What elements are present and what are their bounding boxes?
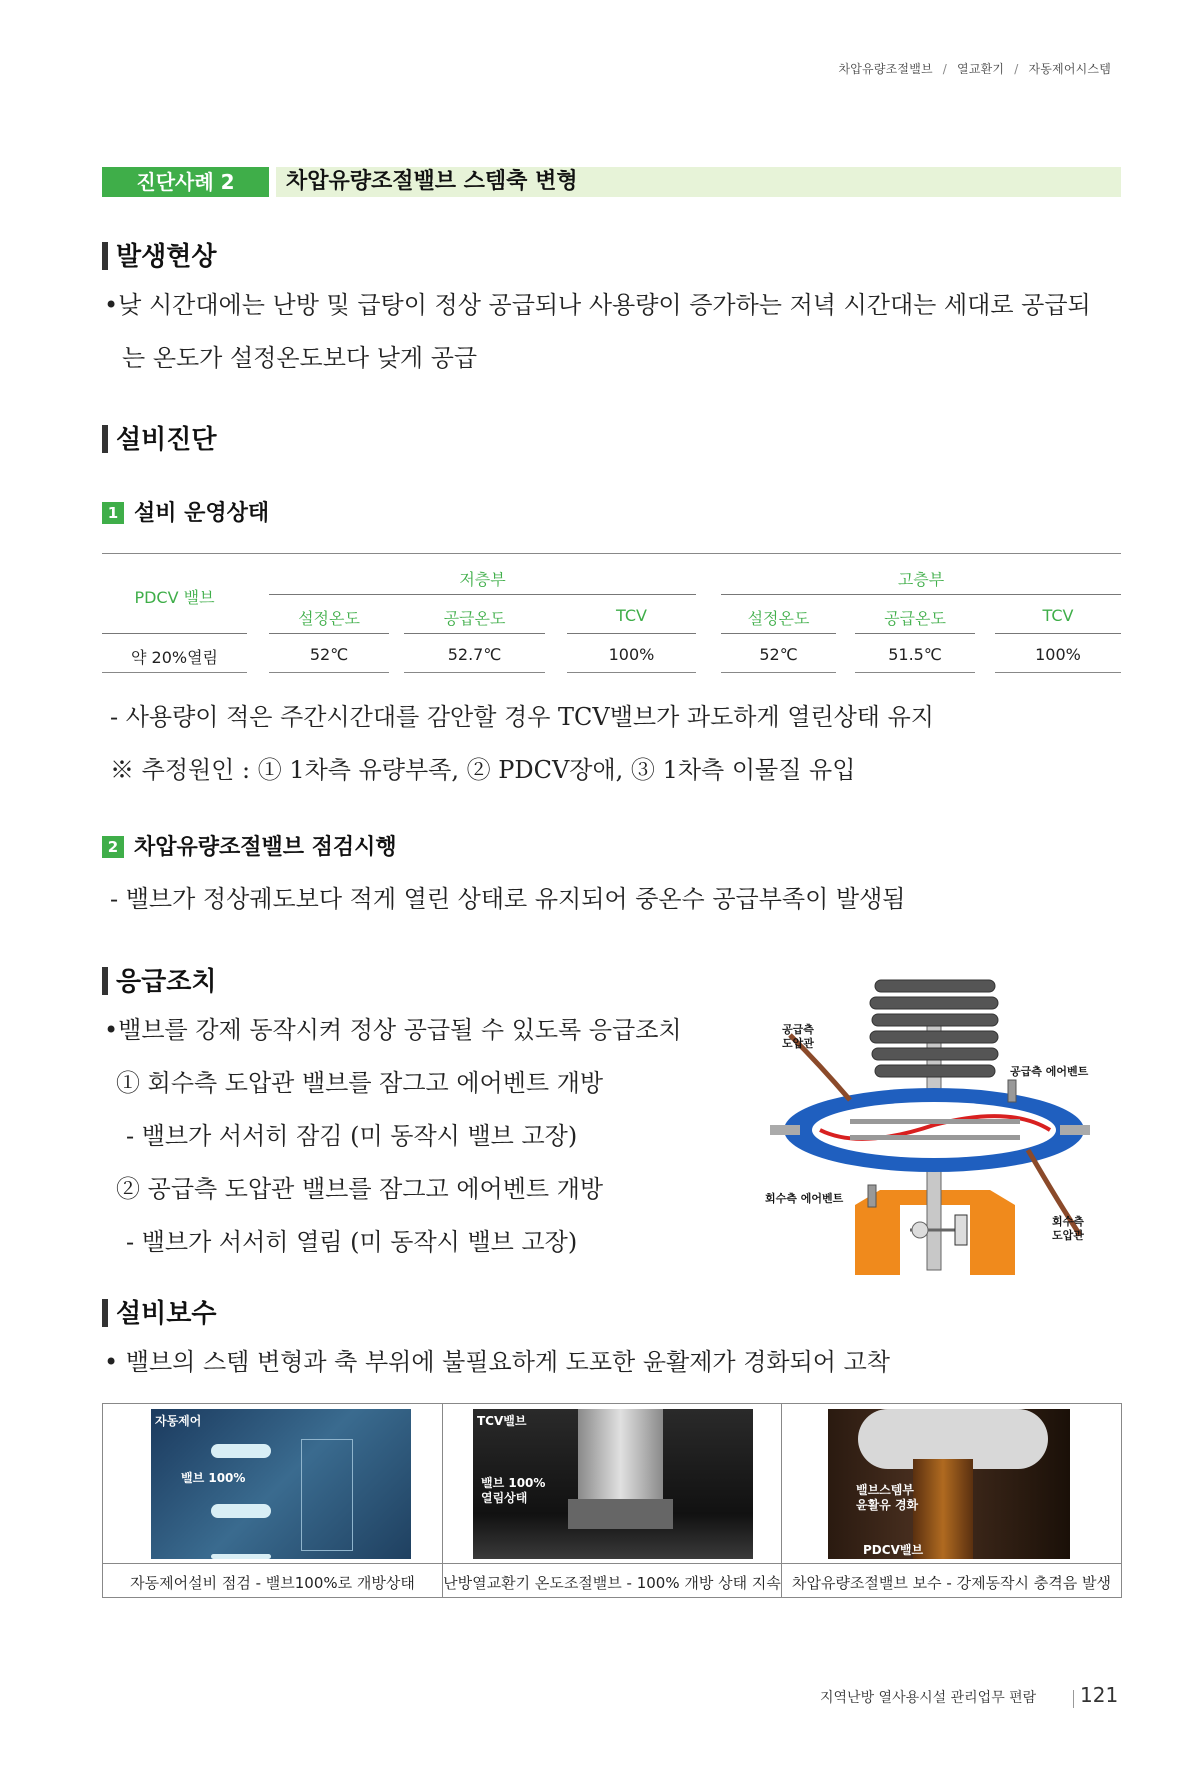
valve-diagram-svg xyxy=(760,975,1100,1275)
photo-label: PDCV밸브 xyxy=(863,1543,924,1557)
footer-divider xyxy=(1073,1690,1074,1708)
photo-label: 자동제어 xyxy=(155,1414,202,1428)
heading-bar xyxy=(102,1299,108,1327)
inspection-text: - 밸브가 정상궤도보다 적게 열린 상태로 유지되어 중온수 공급부족이 발생됨 xyxy=(110,885,906,913)
photo-caption: 난방열교환기 온도조절밸브 - 100% 개방 상태 지속 xyxy=(443,1574,781,1592)
section-heading-emergency xyxy=(102,965,216,999)
table-cell: 52.7℃ xyxy=(447,645,502,664)
emergency-line: - 밸브가 서서히 잠김 (미 동작시 밸브 고장) xyxy=(126,1122,578,1150)
heading-bar xyxy=(102,967,108,995)
breadcrumb: 차압유량조절밸브 / 열교환기 / 자동제어시스템 xyxy=(838,62,1111,76)
photo-label: TCV밸브 xyxy=(477,1414,527,1428)
table-column-header: 공급온도 xyxy=(884,609,946,628)
section-heading-diagnosis xyxy=(102,423,216,457)
section-heading-occurrence xyxy=(102,240,216,274)
breadcrumb-item[interactable]: 열교환기 xyxy=(957,62,1005,76)
photo-label: 밸브 100% xyxy=(181,1471,246,1485)
section-heading-text: 응급조치 xyxy=(116,967,217,997)
subheading-operation-status xyxy=(102,500,269,528)
table-cell: 100% xyxy=(608,645,655,664)
table-cell: 52℃ xyxy=(759,645,798,664)
table-cell: 51.5℃ xyxy=(888,645,942,664)
breadcrumb-item[interactable]: 차압유량조절밸브 xyxy=(838,62,933,76)
table-column-header: TCV xyxy=(1042,606,1074,625)
subheading-valve-inspection xyxy=(102,834,397,862)
diagnosis-note-2: ※ 추정원인 : ① 1차측 유량부족, ② PDCV장애, ③ 1차측 이물질 유입 xyxy=(110,756,856,784)
table-cell: 약 20%열림 xyxy=(130,648,219,667)
case-tag: 진단사례 2 xyxy=(102,167,269,197)
footer-title: 지역난방 열사용시설 관리업무 편람 xyxy=(820,1690,1037,1706)
photo-label: 윤활유 경화 xyxy=(856,1498,919,1512)
diagram-label-return-vent: 회수측 에어벤트 xyxy=(765,1192,844,1205)
diagram-label-supply-vent: 공급측 에어벤트 xyxy=(1010,1065,1089,1078)
photo-strip xyxy=(102,1403,1122,1598)
photo-caption: 차압유량조절밸브 보수 - 강제동작시 충격음 발생 xyxy=(791,1574,1112,1592)
section-heading-text: 설비진단 xyxy=(116,425,217,455)
valve-diagram xyxy=(760,975,1100,1275)
subheading-number: 1 xyxy=(102,502,124,524)
photo-caption: 자동제어설비 점검 - 밸브100%로 개방상태 xyxy=(130,1574,415,1592)
diagnosis-note-1: - 사용량이 적은 주간시간대를 감안할 경우 TCV밸브가 과도하게 열린상태 유지 xyxy=(110,703,934,731)
emergency-line: ① 회수측 도압관 밸브를 잠그고 에어벤트 개방 xyxy=(116,1069,604,1097)
heading-bar xyxy=(102,242,108,270)
emergency-line: ② 공급측 도압관 밸브를 잠그고 에어벤트 개방 xyxy=(116,1175,604,1203)
table-cell: 52℃ xyxy=(309,645,349,664)
table-cell: 100% xyxy=(1035,645,1081,664)
case-title: 차압유량조절밸브 스템축 변형 xyxy=(276,167,1121,197)
section-heading-text: 발생현상 xyxy=(116,242,217,272)
heading-bar xyxy=(102,425,108,453)
subheading-text: 설비 운영상태 xyxy=(134,501,270,526)
section-heading-repair xyxy=(102,1297,216,1331)
table-column-header: 설정온도 xyxy=(298,609,360,628)
occurrence-text-line2: 는 온도가 설정온도보다 낮게 공급 xyxy=(122,344,478,372)
photo-auto-control xyxy=(151,1409,411,1559)
photo-label: 밸브스템부 xyxy=(856,1483,914,1497)
diagram-label-return-pipe: 도압관 xyxy=(1052,1229,1084,1242)
diagram-label-supply-pipe: 도압관 xyxy=(782,1037,814,1050)
section-heading-text: 설비보수 xyxy=(116,1299,217,1329)
diagram-label-supply-pipe: 공급측 xyxy=(782,1023,814,1036)
table-group-high: 고층부 xyxy=(897,570,945,589)
page-number: 121 xyxy=(1080,1683,1119,1707)
photo-label: 밸브 100% xyxy=(481,1476,546,1490)
occurrence-text-line1: •낮 시간대에는 난방 및 급탕이 정상 공급되나 사용량이 증가하는 저녁 시간대는 세대로 공급되 xyxy=(104,291,1091,319)
photo-label: 열림상태 xyxy=(481,1491,528,1505)
table-column-header: 공급온도 xyxy=(443,609,506,628)
emergency-line: - 밸브가 서서히 열림 (미 동작시 밸브 고장) xyxy=(126,1228,578,1256)
subheading-text: 차압유량조절밸브 점검시행 xyxy=(134,835,397,860)
breadcrumb-item[interactable]: 자동제어시스템 xyxy=(1028,62,1111,76)
table-column-header: TCV xyxy=(616,606,647,625)
table-group-low: 저층부 xyxy=(459,570,506,589)
subheading-number: 2 xyxy=(102,836,124,858)
table-column-header: 설정온도 xyxy=(747,609,810,628)
emergency-line: •밸브를 강제 동작시켜 정상 공급될 수 있도록 응급조치 xyxy=(104,1016,682,1044)
repair-text: • 밸브의 스템 변형과 축 부위에 불필요하게 도포한 윤활제가 경화되어 고착 xyxy=(104,1348,890,1376)
table-row-header: PDCV 밸브 xyxy=(134,588,215,607)
photo-pdcv-valve xyxy=(828,1409,1070,1559)
photo-tcv-valve xyxy=(473,1409,753,1559)
diagram-label-return-pipe: 회수측 xyxy=(1052,1215,1084,1228)
